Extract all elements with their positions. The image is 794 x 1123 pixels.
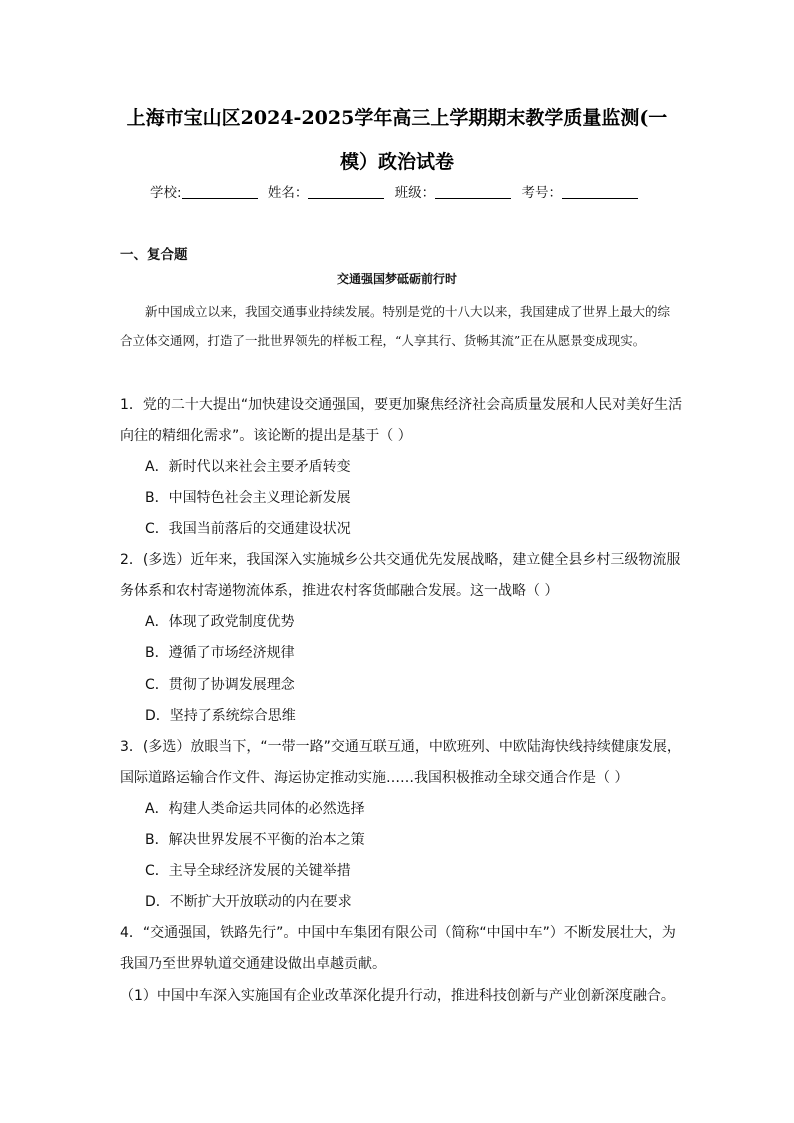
exam-no-blank[interactable] <box>562 184 638 199</box>
school-label: 学校: <box>150 185 182 201</box>
passage-text <box>120 297 680 355</box>
q2-stem-line2: 务体系和农村寄递物流体系，推进农村客货邮融合发展。这一战略（ ） <box>120 583 559 599</box>
passage-body: 新中国成立以来，我国交通事业持续发展。特别是党的十八大以来，我国建成了世界上最大的综合立体交通网，打造了一批世界领先的样板工程，“人享其行、货畅其流”正在从愿景变成现实。 <box>120 304 671 348</box>
passage-title: 交通强国梦砥砺前行时 <box>336 272 457 286</box>
q3-stem-line2: 国际道路运输合作文件、海运协定推动实施……我国积极推动全球交通合作是（ ） <box>120 770 629 786</box>
exam-title-line1: 上海市宝山区2024-2025学年高三上学期期末教学质量监测(一 <box>126 107 668 129</box>
q4-stem-line1: 4．“交通强国，铁路先行”。中国中车集团有限公司（简称“中国中车”）不断发展壮大，为 <box>120 925 676 941</box>
q3-option-c[interactable]: C．主导全球经济发展的关键举措 <box>145 863 351 879</box>
q2-option-c[interactable]: C．贯彻了协调发展理念 <box>145 677 295 693</box>
student-info-row <box>0 181 794 201</box>
q1-option-b[interactable]: B．中国特色社会主义理论新发展 <box>145 490 351 506</box>
exam-title-line2: 模）政治试卷 <box>339 151 454 173</box>
q4-subquestion-1: （1）中国中车深入实施国有企业改革深化提升行动，推进科技创新与产业创新深度融合。 <box>120 988 675 1004</box>
class-label: 班级： <box>394 185 436 201</box>
q3-option-a[interactable]: A．构建人类命运共同体的必然选择 <box>145 801 365 817</box>
q2-option-a[interactable]: A．体现了政党制度优势 <box>145 614 295 630</box>
name-label: 姓名： <box>267 185 309 201</box>
q4-stem-line2: 我国乃至世界轨道交通建设做出卓越贡献。 <box>120 956 386 972</box>
class-blank[interactable] <box>435 184 511 199</box>
q3-option-d[interactable]: D．不断扩大开放联动的内在要求 <box>145 894 352 910</box>
q3-stem-line1: 3．(多选）放眼当下，“一带一路”交通互联互通，中欧班列、中欧陆海快线持续健康发展， <box>120 739 681 755</box>
q1-option-c[interactable]: C．我国当前落后的交通建设状况 <box>145 521 351 537</box>
q1-stem-line1: 1．党的二十大提出“加快建设交通强国，要更加聚焦经济社会高质量发展和人民对美好生活 <box>120 397 683 413</box>
name-blank[interactable] <box>308 184 384 199</box>
school-blank[interactable] <box>182 184 258 199</box>
q1-stem-line2: 向往的精细化需求”。该论断的提出是基于（ ） <box>120 428 412 444</box>
q2-option-b[interactable]: B．遵循了市场经济规律 <box>145 645 295 661</box>
q1-option-a[interactable]: A．新时代以来社会主要矛盾转变 <box>145 459 351 475</box>
exam-no-label: 考号： <box>521 185 562 201</box>
section-heading: 一、复合题 <box>120 247 188 263</box>
q3-option-b[interactable]: B．解决世界发展不平衡的治本之策 <box>145 832 365 848</box>
q2-stem-line1: 2．(多选）近年来，我国深入实施城乡公共交通优先发展战略，建立健全县乡村三级物流服 <box>120 552 681 568</box>
q2-option-d[interactable]: D．坚持了系统综合思维 <box>145 708 296 724</box>
